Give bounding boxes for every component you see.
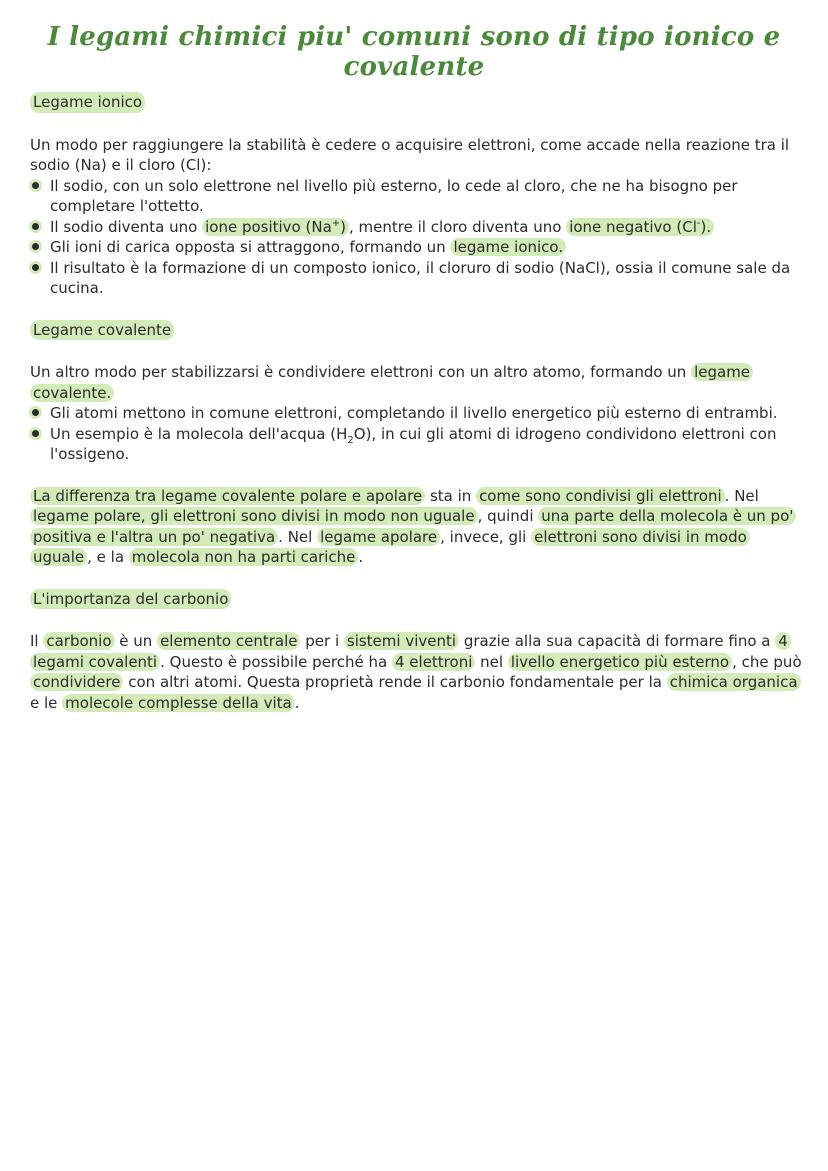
highlight: carbonio bbox=[43, 632, 114, 650]
bullet-icon bbox=[32, 182, 39, 189]
notes-content bbox=[30, 92, 810, 713]
highlight: chimica organica bbox=[667, 673, 801, 691]
list-item: Il sodio, con un solo elettrone nel livello più esterno, lo cede al cloro, che ne ha bisogno per completare l'ottetto. bbox=[30, 176, 810, 217]
section-covalent bbox=[30, 320, 810, 465]
section-ionic bbox=[30, 92, 810, 299]
highlight: ione negativo (Cl-). bbox=[566, 218, 714, 236]
ionic-list bbox=[30, 176, 810, 299]
highlight: legame polare, gli elettroni sono divisi in modo non uguale bbox=[30, 507, 478, 525]
heading-ionic: Legame ionico bbox=[30, 92, 145, 113]
highlight: legame covalente. bbox=[30, 363, 753, 402]
highlight: molecole complesse della vita bbox=[62, 694, 295, 712]
page-title: I legami chimici piu' comuni sono di tipo ionico e covalente bbox=[47, 22, 781, 82]
bullet-icon bbox=[32, 430, 39, 437]
highlight: condividere bbox=[30, 673, 123, 691]
heading-carbon: L'importanza del carbonio bbox=[30, 589, 231, 610]
heading-covalent: Legame covalente bbox=[30, 320, 174, 341]
polarity-paragraph: La differenza tra legame covalente polare e apolare sta in come sono condivisi gli elettroni . Nel legame polare, gli elettroni sono divisi in modo non uguale , quindi una parte della molecola è un po' positiva e l'altra un po' negativa . Nel legame apolare , invece, gli elettroni sono divisi in modo uguale , e la molecola non ha parti cariche . bbox=[30, 486, 810, 568]
highlight: ione positivo (Na+) bbox=[202, 218, 349, 236]
list-item: Un esempio è la molecola dell'acqua $(H_2O)$, in cui gli atomi di idrogeno condividono elettroni con l'ossigeno. bbox=[30, 424, 810, 465]
ionic-intro: Un modo per raggiungere la stabilità è cedere o acquisire elettroni, come accade nella reazione tra il sodio (Na) e il cloro (Cl): bbox=[30, 135, 790, 174]
highlight: 4 elettroni bbox=[392, 653, 475, 671]
bullet-icon bbox=[32, 409, 39, 416]
carbon-paragraph: Il carbonio è un elemento centrale per i sistemi viventi grazie alla sua capacità di formare fino a 4 legami covalenti . Questo è possibile perché ha 4 elettroni nel livello energetico più esterno , che può condividere con altri atomi. Questa proprietà rende il carbonio fondamentale per la chimica organica e le molecole complesse della vita . bbox=[30, 632, 802, 712]
highlight: livello energetico più esterno bbox=[508, 653, 732, 671]
highlight: elemento centrale bbox=[157, 632, 300, 650]
bullet-icon bbox=[32, 264, 39, 271]
highlight: sistemi viventi bbox=[344, 632, 459, 650]
highlight: come sono condivisi gli elettroni bbox=[476, 487, 725, 505]
covalent-intro: Un altro modo per stabilizzarsi è condividere elettroni con un altro atomo, formando un legame covalente. bbox=[30, 362, 810, 403]
bullet-icon bbox=[32, 223, 39, 230]
list-item: Gli ioni di carica opposta si attraggono, formando un legame ionico. bbox=[30, 237, 810, 258]
highlight: elettroni sono divisi in modo uguale bbox=[30, 528, 750, 567]
covalent-list bbox=[30, 403, 810, 465]
highlight: legame apolare bbox=[317, 528, 440, 546]
highlight: molecola non ha parti cariche bbox=[129, 548, 359, 566]
highlight: 4 legami covalenti bbox=[30, 632, 791, 671]
list-item: Il sodio diventa uno ione positivo (Na+) , mentre il cloro diventa uno ione negativo (Cl-). bbox=[30, 217, 810, 238]
highlight: legame ionico. bbox=[450, 238, 566, 256]
highlight: La differenza tra legame covalente polare e apolare bbox=[30, 487, 425, 505]
list-item: Gli atomi mettono in comune elettroni, completando il livello energetico più esterno di entrambi. bbox=[30, 403, 810, 424]
section-carbon bbox=[30, 589, 810, 714]
bullet-icon bbox=[32, 243, 39, 250]
highlight: una parte della molecola è un po' positiva e l'altra un po' negativa bbox=[30, 507, 796, 546]
list-item: Il risultato è la formazione di un composto ionico, il cloruro di sodio (NaCl), ossia il comune sale da cucina. bbox=[30, 258, 810, 299]
